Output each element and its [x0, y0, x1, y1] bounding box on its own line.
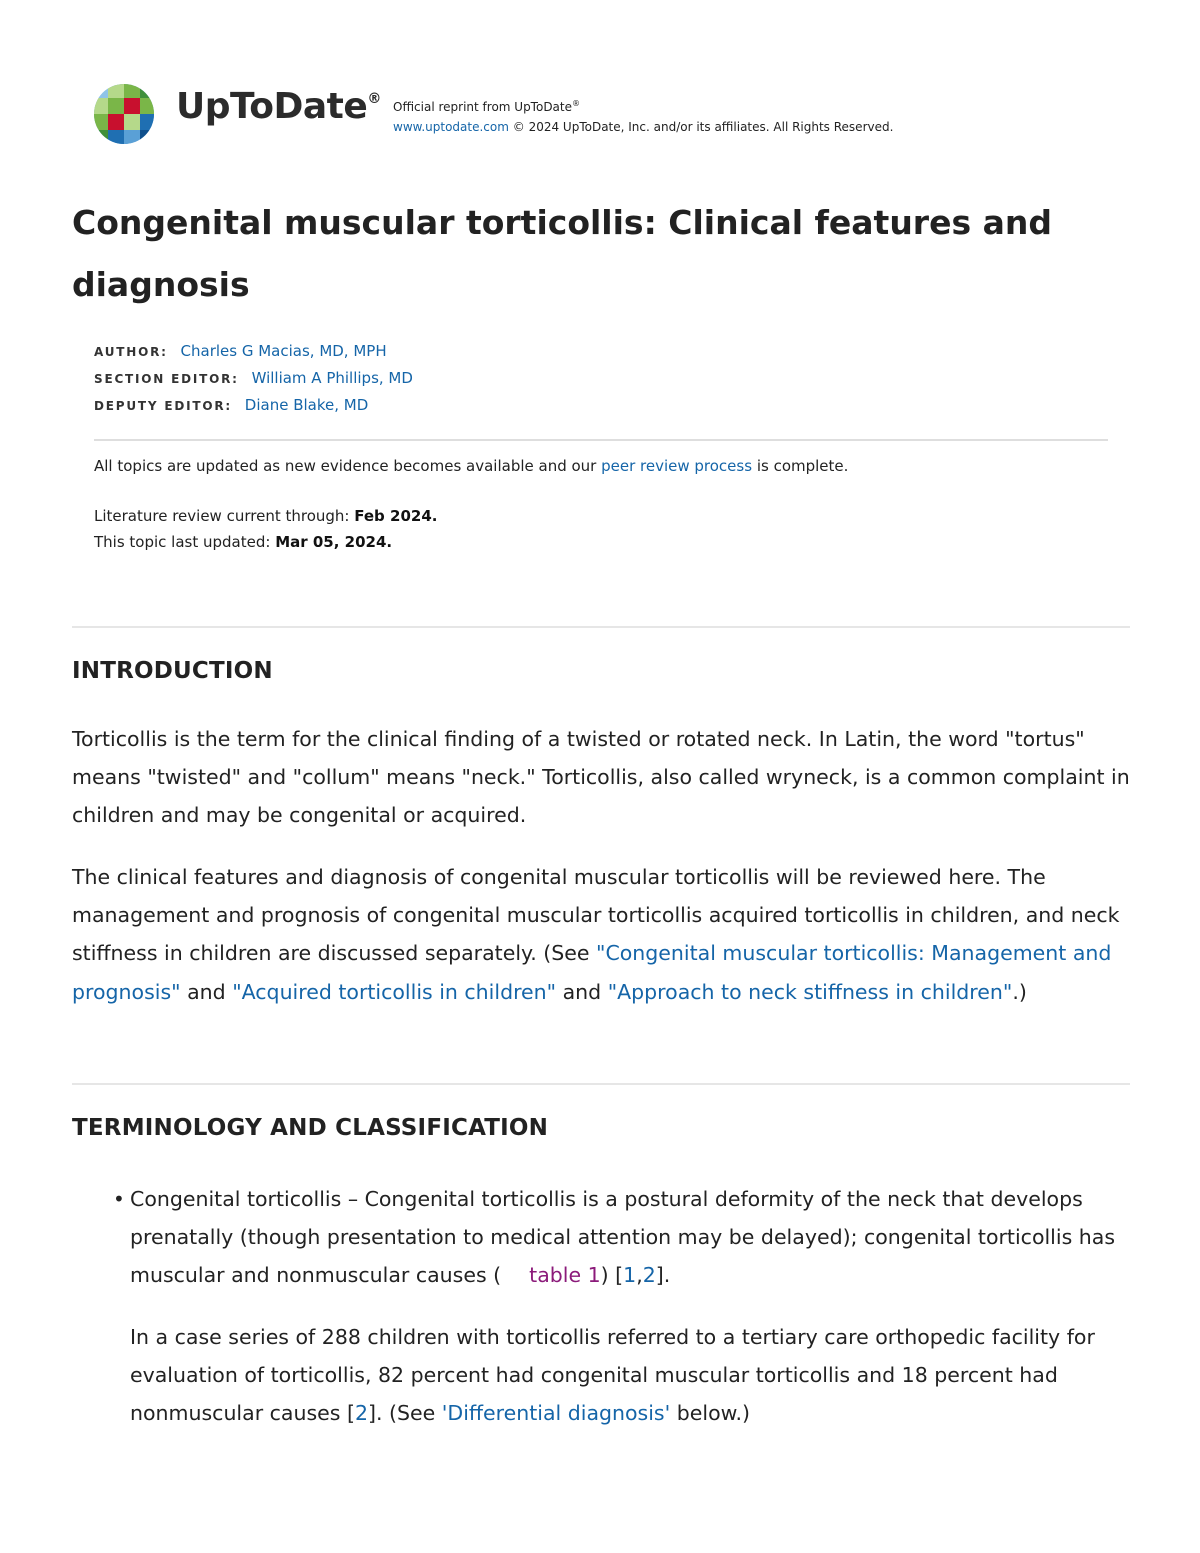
author-link[interactable]: Charles G Macias, MD, MPH — [180, 342, 387, 360]
rights-text: © 2024 UpToDate, Inc. and/or its affiliates. All Rights Reserved. — [508, 120, 894, 134]
reference-link[interactable]: 1 — [623, 1263, 637, 1288]
deputy-editor-link[interactable]: Diane Blake, MD — [244, 396, 369, 414]
congenital-torticollis-definition: Congenital torticollis – Congenital torticollis is a postural deformity of the neck that develops prenatally (though presentation to medical attention may be delayed); congenital torticollis has muscular and nonmuscular causes ( table 1) [1,2]. — [130, 1187, 1116, 1288]
deputy-editor-row — [94, 392, 413, 419]
list-item — [72, 1180, 1132, 1432]
author-row — [94, 338, 413, 365]
section-editor-row — [94, 365, 413, 392]
introduction-heading: INTRODUCTION — [72, 658, 273, 684]
intro-paragraph-1: Torticollis is the term for the clinical finding of a twisted or rotated neck. In Latin, the word "tortus" means "twisted" and "collum" means "neck." Torticollis, also called wryneck, is a common complaint in children and may be congenital or acquired. — [72, 727, 1130, 828]
reprint-notice: Official reprint from UpToDate® www.uptodate.com © 2024 UpToDate, Inc. and/or its affiliates. All Rights Reserved. — [393, 99, 894, 134]
section-editor-label: SECTION EDITOR: — [94, 372, 239, 386]
acquired-torticollis-link[interactable]: "Acquired torticollis in children" — [232, 979, 557, 1004]
author-block — [94, 338, 413, 419]
reference-link[interactable]: 2 — [642, 1263, 656, 1288]
terminology-heading: TERMINOLOGY AND CLASSIFICATION — [72, 1115, 549, 1141]
neck-stiffness-link[interactable]: "Approach to neck stiffness in children" — [607, 979, 1013, 1004]
cmt-management-link[interactable]: "Congenital muscular torticollis: Management and prognosis" — [72, 941, 1112, 1004]
differential-diagnosis-link[interactable]: 'Differential diagnosis' — [441, 1401, 671, 1426]
intro-paragraph-2: The clinical features and diagnosis of congenital muscular torticollis will be reviewed here. The management and prognosis of congenital muscular torticollis acquired torticollis in children, and neck stiffness in children are discussed separately. (See "Congenital muscular torticollis: Management and prognosis" and "Acquired torticollis in children" and "Approach to neck stiffness in children".) — [72, 865, 1120, 1004]
terminology-list — [72, 1180, 1132, 1432]
uptodate-logo-icon — [93, 83, 155, 145]
reference-link[interactable]: 2 — [354, 1401, 368, 1426]
uptodate-url-link[interactable]: www.uptodate.com — [393, 120, 509, 134]
table-1-link[interactable]: table 1 — [529, 1263, 601, 1288]
last-updated-date: This topic last updated: Mar 05, 2024. — [94, 533, 393, 551]
literature-review-date: Literature review current through: Feb 2024. — [94, 507, 438, 525]
section-divider — [72, 1083, 1130, 1085]
bullet-icon: • — [113, 1187, 125, 1211]
deputy-editor-label: DEPUTY EDITOR: — [94, 399, 232, 413]
review-dates — [94, 503, 437, 555]
brand-wordmark: UpToDate® — [176, 86, 381, 127]
page-title: Congenital muscular torticollis: Clinical features and diagnosis — [72, 203, 1052, 304]
peer-review-link[interactable]: peer review process — [601, 457, 753, 475]
update-notice: All topics are updated as new evidence becomes available and our peer review process is complete. — [94, 457, 849, 475]
author-label: AUTHOR: — [94, 345, 168, 359]
case-series-paragraph: In a case series of 288 children with torticollis referred to a tertiary care orthopedic facility for evaluation of torticollis, 82 percent had congenital muscular torticollis and 18 percent had nonmuscular causes [2]. (See 'Differential diagnosis' below.) — [130, 1324, 1095, 1426]
section-divider — [72, 626, 1130, 628]
header — [93, 80, 1093, 146]
reprint-line: Official reprint from UpToDate — [393, 100, 572, 114]
section-editor-link[interactable]: William A Phillips, MD — [251, 369, 413, 387]
divider — [94, 439, 1108, 441]
